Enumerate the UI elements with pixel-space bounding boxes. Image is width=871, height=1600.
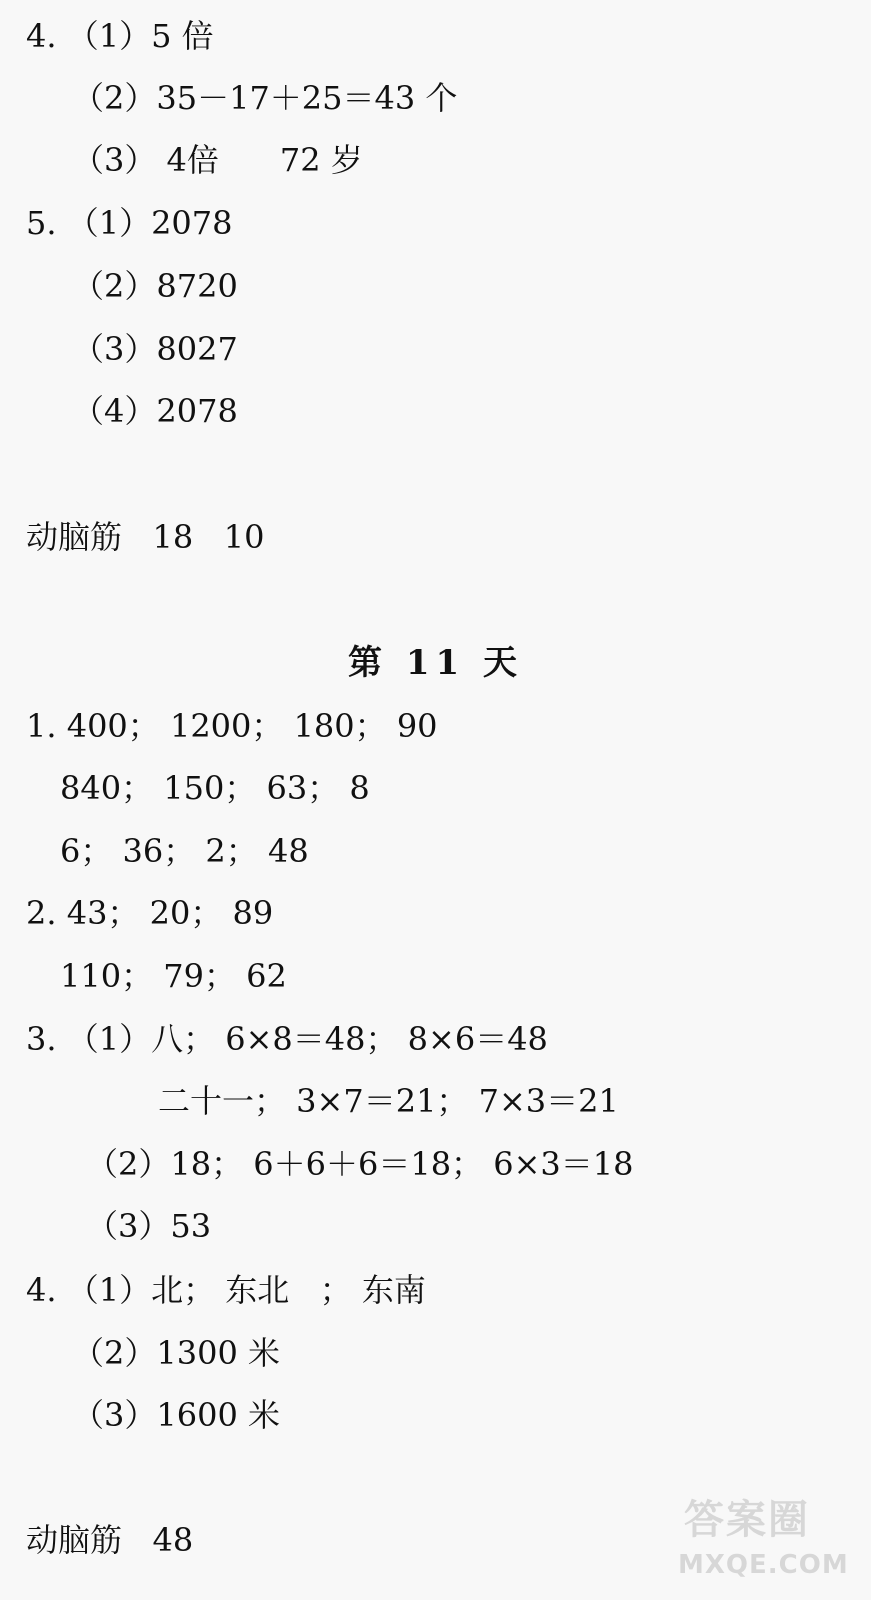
answer-4-part-3-day11: （3）1600 米 <box>72 1396 280 1434</box>
watermark-url: MXQE.COM <box>678 1550 849 1580</box>
answer-5-part-3: （3）8027 <box>72 330 238 368</box>
answer-4-part-1: 4. （1）5 倍 <box>26 17 214 55</box>
answer-4-part-1-day11: 4. （1）北； 东北 ； 东南 <box>26 1271 426 1309</box>
watermark-logo <box>678 1488 853 1580</box>
answer-2-line-1: 2. 43； 20； 89 <box>26 894 274 932</box>
answer-4-part-3: （3） 4倍 72 岁 <box>72 141 363 179</box>
answer-3-part-3: （3）53 <box>86 1207 212 1245</box>
answer-1-line-2: 840； 150； 63； 8 <box>60 769 370 807</box>
section-heading: 第 11 天 <box>348 643 523 683</box>
answer-1-line-3: 6； 36； 2； 48 <box>60 832 309 870</box>
answer-1-line-1: 1. 400； 1200； 180； 90 <box>26 707 438 745</box>
watermark-title: 答案圈 <box>684 1497 810 1543</box>
answer-5-part-2: （2）8720 <box>72 267 238 305</box>
brain-teaser-answer-day11: 动脑筋 48 <box>26 1521 194 1559</box>
answer-5-part-1: 5. （1）2078 <box>26 204 233 242</box>
answer-3-part-1-continued: 二十一； 3×7＝21； 7×3＝21 <box>158 1082 619 1120</box>
answer-3-part-1: 3. （1）八； 6×8＝48； 8×6＝48 <box>26 1020 548 1058</box>
answer-4-part-2-day11: （2）1300 米 <box>72 1334 280 1372</box>
answer-2-line-2: 110； 79； 62 <box>60 957 287 995</box>
answer-5-part-4: （4）2078 <box>72 392 238 430</box>
answer-4-part-2: （2）35－17＋25＝43 个 <box>72 79 458 117</box>
answer-3-part-2: （2）18； 6＋6＋6＝18； 6×3＝18 <box>86 1145 634 1183</box>
brain-teaser-answer: 动脑筋 18 10 <box>26 518 265 556</box>
